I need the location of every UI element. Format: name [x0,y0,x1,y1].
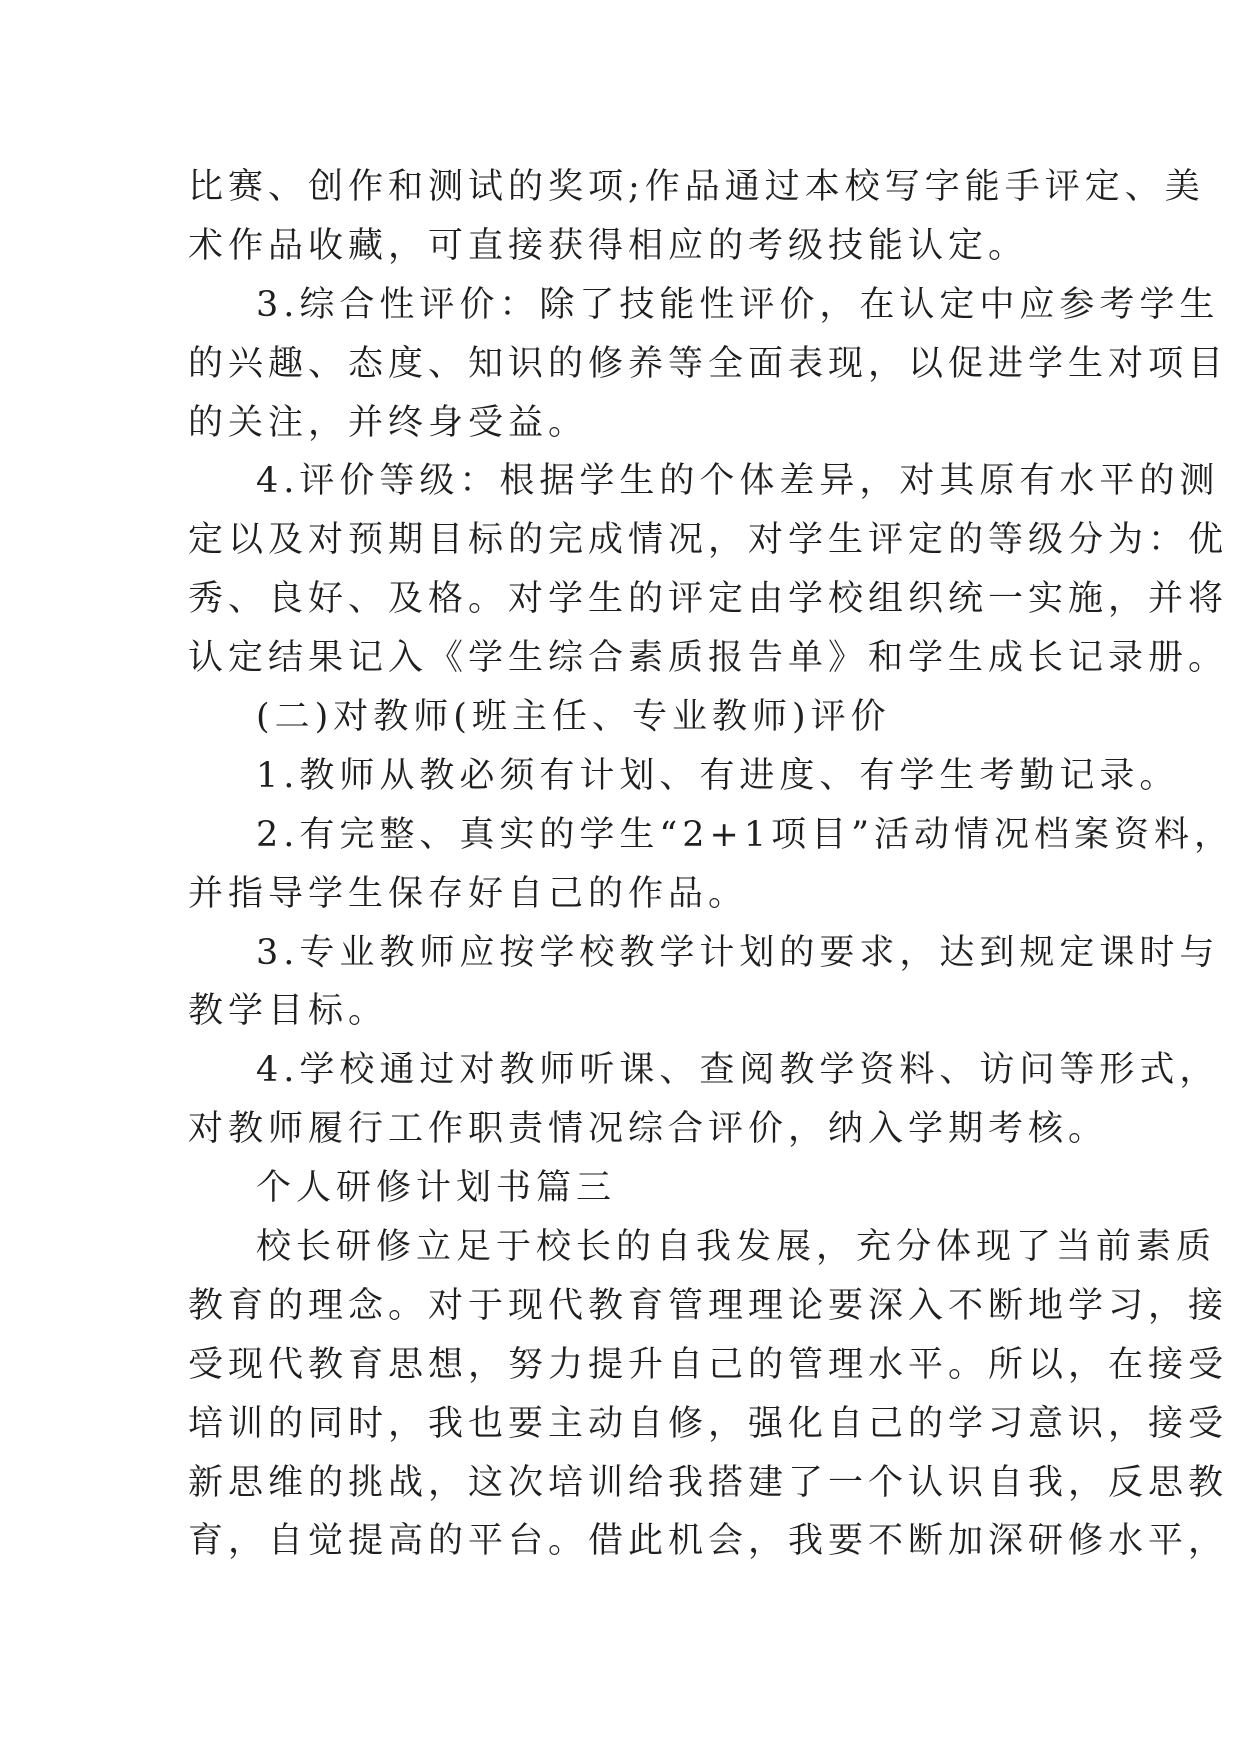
text-line: 育，自觉提高的平台。借此机会，我要不断加深研修水平， [188,1521,1229,1562]
text-line: 校长研修立足于校长的自我发展，充分体现了当前素质 [256,1227,1217,1268]
text-line: 术作品收藏，可直接获得相应的考级技能认定。 [188,225,1029,266]
text-line: 对教师履行工作职责情况综合评价，纳入学期考核。 [188,1109,1109,1150]
text-line: 4.学校通过对教师听课、查阅教学资料、访问等形式， [256,1050,1220,1091]
text-line: 的兴趣、态度、知识的修养等全面表现，以促进学生对项目 [188,343,1229,384]
text-line: 新思维的挑战，这次培训给我搭建了一个认识自我，反思教 [188,1462,1229,1503]
text-line: 认定结果记入《学生综合素质报告单》和学生成长记录册。 [188,638,1229,679]
text-line: 教学目标。 [188,991,389,1032]
text-line: 培训的同时，我也要主动自修，强化自己的学习意识，接受 [188,1403,1229,1444]
text-line: 的关注，并终身受益。 [188,402,589,443]
text-line: 3.综合性评价：除了技能性评价，在认定中应参考学生 [256,284,1220,325]
text-line: 并指导学生保存好自己的作品。 [188,873,749,914]
section-heading: (二)对教师(班主任、专业教师)评价 [256,697,891,738]
text-line: 定以及对预期目标的完成情况，对学生评定的等级分为：优 [188,520,1229,561]
text-line: 3.专业教师应按学校教学计划的要求，达到规定课时与 [256,932,1220,973]
text-line: 比赛、创作和测试的奖项;作品通过本校写字能手评定、美 [188,167,1205,207]
text-line: 1.教师从教必须有计划、有进度、有学生考勤记录。 [256,755,1180,796]
text-line: 4.评价等级：根据学生的个体差异，对其原有水平的测 [256,461,1220,502]
section-title: 个人研修计划书篇三 [256,1168,617,1209]
text-line: 教育的理念。对于现代教育管理理论要深入不断地学习，接 [188,1285,1229,1326]
document-body [188,158,1235,1571]
text-line: 受现代教育思想，努力提升自己的管理水平。所以，在接受 [188,1344,1229,1385]
text-line: 2.有完整、真实的学生“2+1项目”活动情况档案资料， [256,814,1235,855]
text-line: 秀、良好、及格。对学生的评定由学校组织统一实施，并将 [188,579,1229,620]
